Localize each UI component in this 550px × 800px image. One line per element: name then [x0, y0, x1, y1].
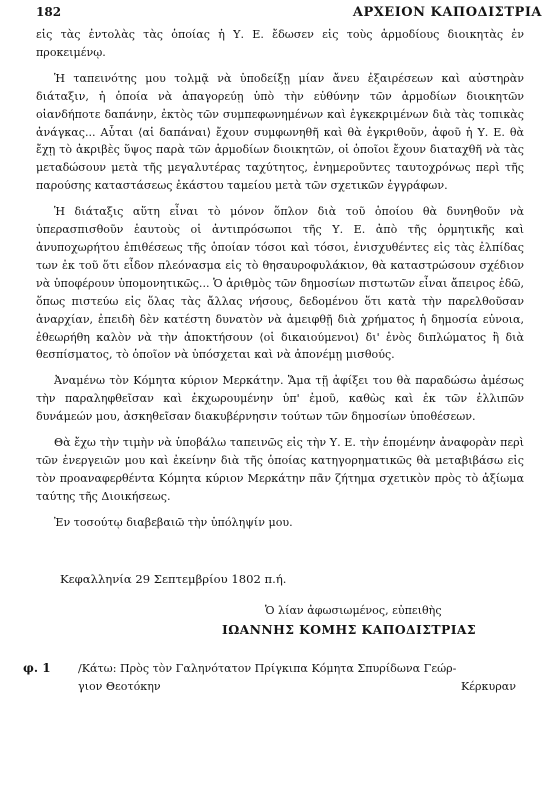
address-recipient: γιον Θεοτόκην — [78, 680, 161, 693]
page-number: 182 — [36, 5, 62, 19]
signature-name: ΙΩΑΝΝΗΣ ΚΟΜΗΣ ΚΑΠΟΔΙΣΤΡΙΑΣ — [222, 622, 477, 637]
paragraph: Ἡ ταπεινότης μου τολμᾷ νὰ ὑποδείξῃ μίαν ἄνευ ἐξαιρέσεων καὶ αὐστηρὰν διάταξιν, ἡ ὁποία νὰ ἀπαγορεύῃ ὑπὸ τὴν εὐθύνην τῶν ἁρμοδίων διοικητῶν οἱανδήποτε δαπάνην, ἐκτὸς τῶν συμπεφωνημένων καὶ ἐγκεκριμένων διὰ τὰς τοπικὰς ἀνάγκας... Αὗται ⟨αἱ δαπάναι⟩ ἔχουν συμφωνηθῆ καὶ θὰ ἐγκριθοῦν, ἀφοῦ ἡ Υ. Ε. θὰ ἔχῃ τὸ ἀκριβὲς ὕψος παρὰ τῶν ἁρμοδίων διοικητῶν, οἱ ὁποῖοι ἔχουν διαταχθῆ νὰ τὰς μεταδώσουν μετὰ τῆς μεγαλυτέρας ταχύτητος, ἐνημεροῦντες ταυτοχρόνως περὶ τῆς παρούσης καταστάσεως ἑκάστου ταμείου μετὰ τῶν σχετικῶν ἐγγράφων. — [36, 71, 524, 193]
running-title: ΑΡΧΕΙΟΝ ΚΑΠΟΔΙΣΤΡΙΑ — [352, 5, 542, 20]
paragraph: Ἡ διάταξις αὕτη εἶναι τὸ μόνον ὅπλον διὰ τοῦ ὁποίου θὰ δυνηθοῦν νὰ ὑπερασπισθοῦν ἑαυτοὺς οἱ ἀντιπρόσωποι τῆς Υ. Ε. ἀπὸ τῆς ὁρμητικῆς καὶ ἀνυποχωρήτου ἐπιθέσεως τῆς ὁποίαν τόσοι καὶ τόσοι, ἐνισχυθέντες εἰς τὰς ἐλπίδας των ἐκ τοῦ ὅτι εἶδον πλεόνασμα εἰς τὸ θησαυροφυλάκιον, θὰ καταστρώσουν σχέδιον νὰ ὑποφέρουν ὑπομονητικῶς... Ὁ ἀριθμὸς τῶν δημοσίων πιστωτῶν εἶναι ἄπειρος ἐδῶ, ὅπως πιστεύω εἰς ὅλας τὰς ἄλλας νήσους, δεδομένου ὅτι κατὰ τὴν παρελθοῦσαν ἀναρχίαν, ἐπειδὴ δὲν κατέστη δυνατὸν νὰ ἀμειφθῇ διὰ χρήματος ἡ δημοσία εὐνοια, ἐθεωρήθη καλὸν νὰ τὴν ἀποκτήσουν ⟨οἱ δικαιούμενοι⟩ δι' ἑνὸς διπλώματος ἢ διὰ θεσπίσματος, τὸ ὁποῖον νὰ ὑπόσχεται καὶ νὰ ἀπονέμῃ μισθούς. — [36, 205, 524, 362]
paragraph: Θὰ ἔχω τὴν τιμὴν νὰ ὑποβάλω ταπεινῶς εἰς τὴν Υ. Ε. τὴν ἑπομένην ἀναφορὰν περὶ τῶν ἐνεργειῶν μου καὶ ἐκείνην διὰ τῆς ὁποίας κατηγορηματικῶς θὰ μεταβιβάσω εἰς τὸν προαναφερθέντα Κόμητα κύριον Μερκάτην πᾶν ζήτημα σχετικὸν πρὸς τὸ ἀξίωμα ταύτης τῆς Διοικήσεως. — [36, 436, 524, 503]
letter-body — [36, 26, 524, 540]
address-destination: Κέρκυραν — [461, 680, 516, 693]
folio-marker: φ. 1 — [23, 661, 51, 675]
paragraph: εἰς τὰς ἐντολὰς τὰς ὁποίας ἡ Υ. Ε. ἔδωσεν εἰς τοὺς ἁρμοδίους διοικητὰς ἐν προκειμένῳ. — [36, 28, 524, 59]
address-block — [78, 660, 526, 696]
address-line-2 — [78, 678, 526, 696]
paragraph: Ἐν τοσούτῳ διαβεβαιῶ τὴν ὑπόληψίν μου. — [54, 515, 293, 529]
date-line: Κεφαλληνία 29 Σεπτεμβρίου 1802 π.ή. — [60, 572, 287, 586]
page-header — [36, 5, 542, 21]
address-line: /Κάτω: Πρὸς τὸν Γαληνότατον Πρίγκιπα Κόμητα Σπυρίδωνα Γεώρ- — [78, 662, 457, 675]
signature-closing: Ὁ λίαν ἀφωσιωμένος, εὐπειθὴς — [265, 604, 442, 617]
paragraph: Ἀναμένω τὸν Κόμητα κύριον Μερκάτην. Ἅμα τῇ ἀφίξει του θὰ παραδώσω ἀμέσως τὴν παραληφθεῖσαν καὶ ἐκχωρουμένην ὑπ' ἐμοῦ, καθὼς καὶ ἐκ τῶν ἐλλιπῶν δυνάμεών μου, ἀσκηθεῖσαν διακυβέρνησιν τούτων τῶν δημοσίων ὑποθέσεων. — [36, 374, 524, 424]
